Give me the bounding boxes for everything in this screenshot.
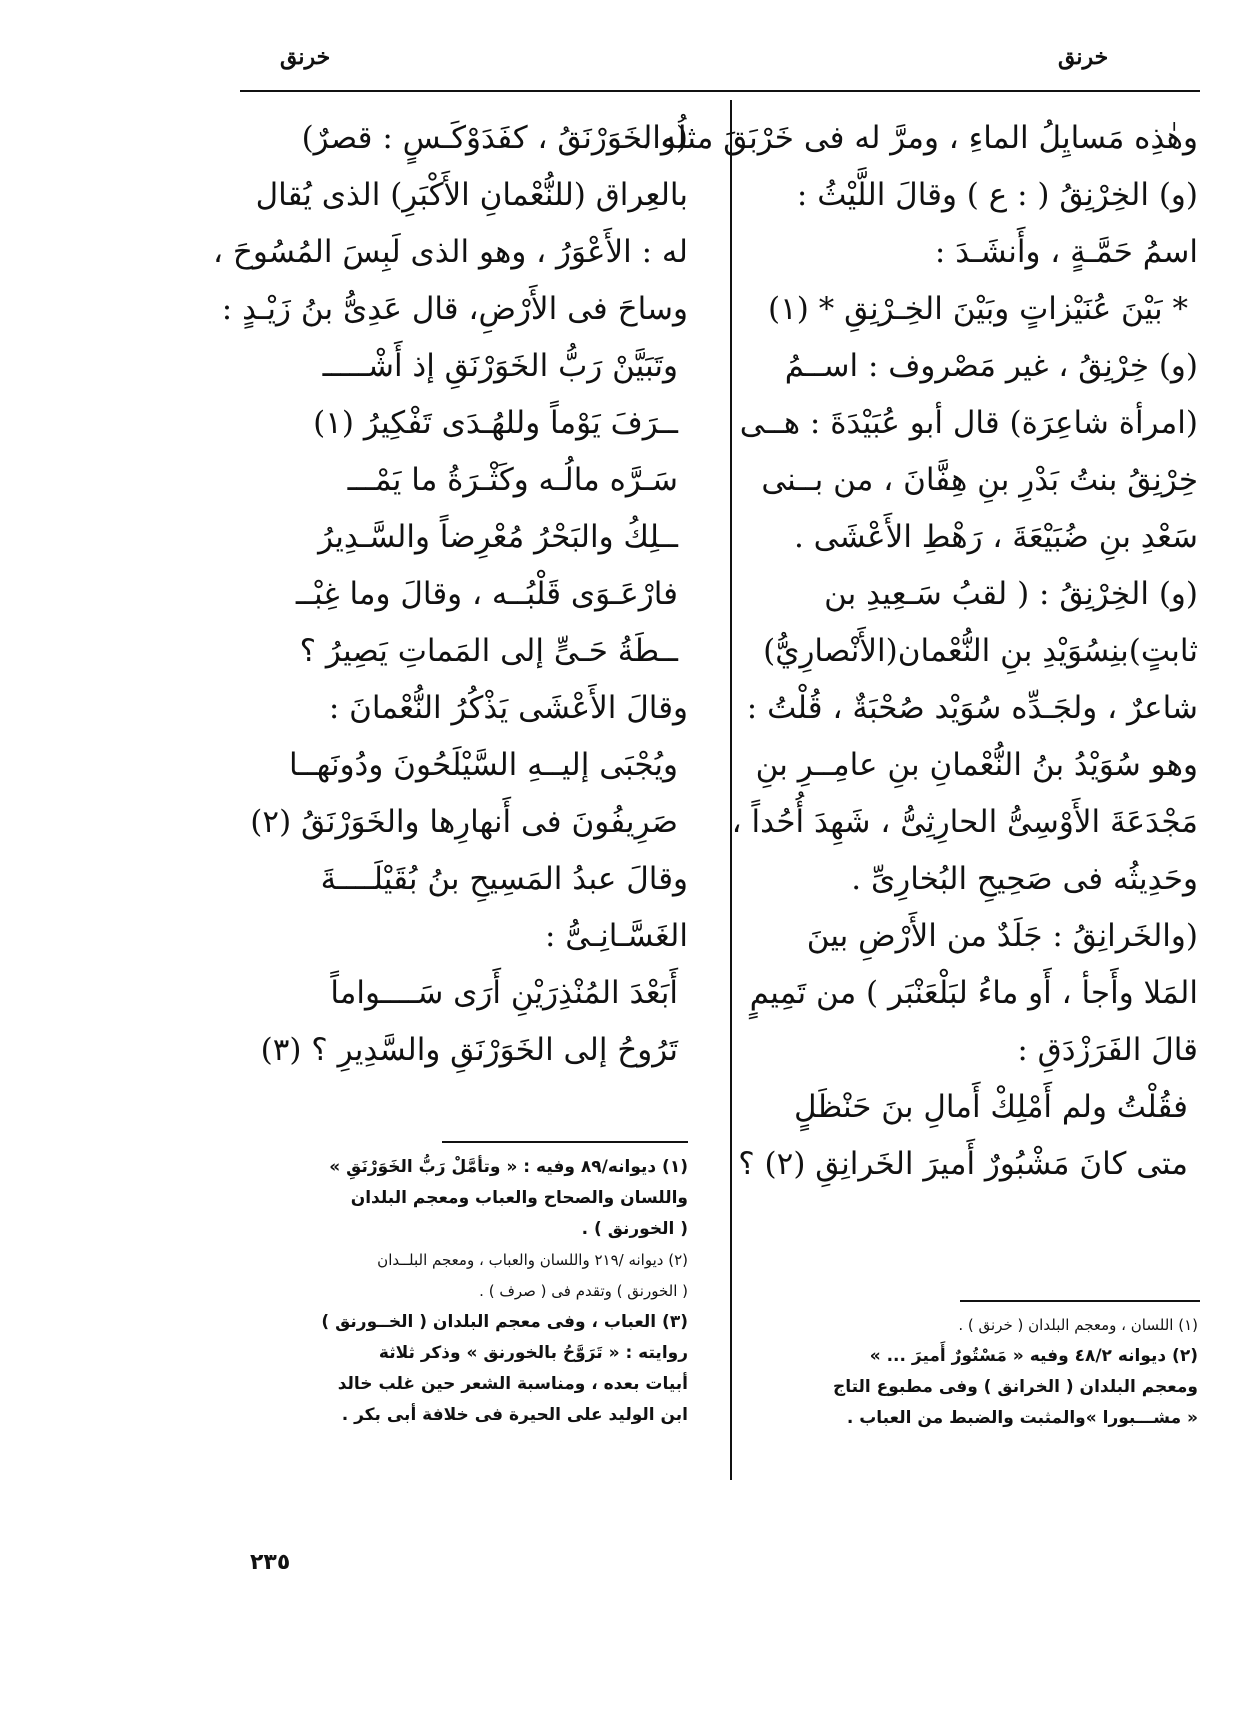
header-rule (240, 90, 1200, 92)
text-line: مَجْدَعَةَ الأَوْسِىُّ الحارِثِىُّ ، شَهِدَ أُحُداً ، (731, 804, 1198, 840)
verse-line: ــطَةُ حَـىٍّ إلى المَماتِ يَصِيرُ ؟ (299, 633, 678, 669)
text-line: وساحَ فى الأَرْضِ، قال عَدِىُّ بنُ زَيْـدٍ : (221, 291, 688, 327)
running-header-left: خرنق (280, 44, 331, 70)
page-number: ٢٣٥ (250, 1550, 291, 1575)
footnotes-right (748, 1310, 1198, 1434)
verse-line: ــرَفَ يَوْماً وللهُـدَى تَفْكِيرُ (١) (313, 405, 678, 441)
text-line: وهو سُوَيْدُ بنُ النُّعْمانِ بنِ عامِــرِ بنِ (755, 747, 1198, 783)
footnotes-left (248, 1152, 688, 1431)
verse-line: فارْعَـوَى قَلْبُــه ، وقالَ وما غِبْــ (295, 576, 678, 612)
left-column (212, 110, 688, 1079)
running-header-right: خرنق (1058, 44, 1109, 70)
text-line: (امرأة شاعِرَة) قال أبو عُبَيْدَةَ : هــى (739, 405, 1198, 441)
footnote-rule-left (442, 1141, 688, 1143)
footnote-rule-right (960, 1300, 1200, 1302)
right-column (640, 110, 1198, 1193)
footnote-line: روايته : « تَرَوَّحُ بالخورنق » وذكر ثلاثة (378, 1343, 688, 1363)
text-line: (و) الخِرْنِقُ : ( لقبُ سَـعِيدِ بن (824, 576, 1198, 612)
text-line: شاعرٌ ، ولجَـدِّه سُوَيْد صُحْبَةٌ ، قُلْتُ : (746, 690, 1198, 726)
text-line: (و) الخِرْنِقُ ( : ع ) وقالَ اللَّيْثُ : (796, 177, 1198, 213)
verse-line: أَبَعْدَ المُنْذِرَيْنِ أَرَى سَــــواماً (330, 975, 678, 1011)
footnote-line: (٢) ديوانه ٤٨/٢ وفيه « مَسْتُورٌ أَميرَ ... » (869, 1346, 1198, 1366)
text-line: (و) خِرْنِقُ ، غير مَصْروف : اســمُ (784, 348, 1198, 384)
footnote-line: (١) ديوانه/٨٩ وفيه : « وتأمَّلْ رَبُّ الخَوَرْنَقِ » (329, 1157, 688, 1177)
verse-line: صَرِيفُونَ فى أَنهارِها والخَوَرْنَقُ (٢) (250, 804, 678, 840)
text-line: ثابتٍ)بنِسُوَيْدِ بنِ النُّعْمان(الأَنْصارِيُّ) (763, 633, 1198, 669)
text-line: اسمُ حَمَّـةٍ ، وأَنشَـدَ : (934, 234, 1198, 270)
text-line: خِرْنِقُ بنتُ بَدْرِ بنِ هِفَّانَ ، من بــنى (761, 462, 1198, 498)
text-line: له : الأَعْوَرُ ، وهو الذى لَبِسَ المُسُوحَ ، (212, 234, 688, 270)
verse-line: ويُجْبَى إليــهِ السَّيْلَحُونَ ودُونَهــا (289, 747, 678, 783)
verse-line: متى كانَ مَشْبُورٌ أَميرَ الخَرانِقِ (٢) ؟ (738, 1146, 1188, 1182)
text-line: (والخَوَرْنَقُ ، كفَدَوْكَـسٍ : قصرٌ) (301, 120, 688, 156)
footnote-line: (٣) العباب ، وفى معجم البلدان ( الخــورنق ) (321, 1312, 688, 1332)
footnote-line: ( الخورنق ) . (581, 1219, 688, 1239)
footnote-line: ابن الوليد على الحيرة فى خلافة أبى بكر . (341, 1405, 688, 1425)
text-line: وهٰذِه مَسايِلُ الماءِ ، ومرَّ له فى خَرْبَقَ مثلُه . (640, 120, 1198, 156)
footnote-line: (١) اللسان ، ومعجم البلدان ( خرنق ) . (958, 1316, 1198, 1334)
text-line: وقالَ عبدُ المَسِيحِ بنُ بُقَيْلَــــةَ (320, 861, 688, 897)
footnote-line: (٢) ديوانه /٢١٩ واللسان والعباب ، ومعجم البلــدان (377, 1251, 688, 1269)
footnote-line: ومعجم البلدان ( الخرانق ) وفى مطبوع التاج (832, 1377, 1198, 1397)
verse-line: تَرُوحُ إلى الخَوَرْنَقِ والسَّدِيرِ ؟ (٣) (260, 1032, 678, 1068)
text-line: سَعْدِ بنِ ضُبَيْعَةَ ، رَهْطِ الأَعْشَى . (793, 519, 1198, 555)
text-line: وقالَ الأَعْشَى يَذْكُرُ النُّعْمانَ : (328, 690, 688, 726)
footnote-line: « مشـــبورا »والمثبت والضبط من العباب . (846, 1408, 1198, 1428)
footnote-line: ( الخورنق ) وتقدم فى ( صرف ) . (479, 1282, 688, 1300)
verse-line: وتَبَيَّنْ رَبُّ الخَوَرْنَقِ إذ أَشْـــــ (322, 348, 678, 384)
text-line: الغَسَّـانِـىُّ : (544, 918, 688, 954)
text-line: وحَدِيثُه فى صَحِيحِ البُخارِىِّ . (851, 861, 1198, 897)
column-divider (730, 100, 732, 1480)
footnote-line: واللسان والصحاح والعباب ومعجم البلدان (350, 1188, 688, 1208)
verse-line: سَـرَّه مالُـه وكَثْـرَةُ ما يَمْـــ (347, 462, 678, 498)
verse-line: ــلِكُ والبَحْرُ مُعْرِضاً والسَّـدِيرُ (318, 519, 678, 555)
text-line: المَلا وأَجأ ، أَو ماءُ لبَلْعَنْبَر ) من تَمِيمٍ (749, 975, 1198, 1011)
text-line: بالعِراق (للنُّعْمانِ الأَكْبَرِ) الذى يُقال (255, 177, 688, 213)
footnote-line: أبيات بعده ، ومناسبة الشعر حين غلب خالد (337, 1374, 688, 1394)
verse-line: فقُلْتُ ولم أَمْلِكْ أَمالِ بنَ حَنْظَلٍ (794, 1089, 1188, 1125)
text-line: قالَ الفَرَزْدَقِ : (1017, 1032, 1198, 1068)
verse-line: * بَيْنَ عُنَيْزاتٍ وبَيْنَ الخِـرْنِقِ * (١) (768, 291, 1188, 327)
text-line: (والخَرانِقُ : جَلَدٌ من الأَرْضِ بينَ (806, 918, 1198, 954)
